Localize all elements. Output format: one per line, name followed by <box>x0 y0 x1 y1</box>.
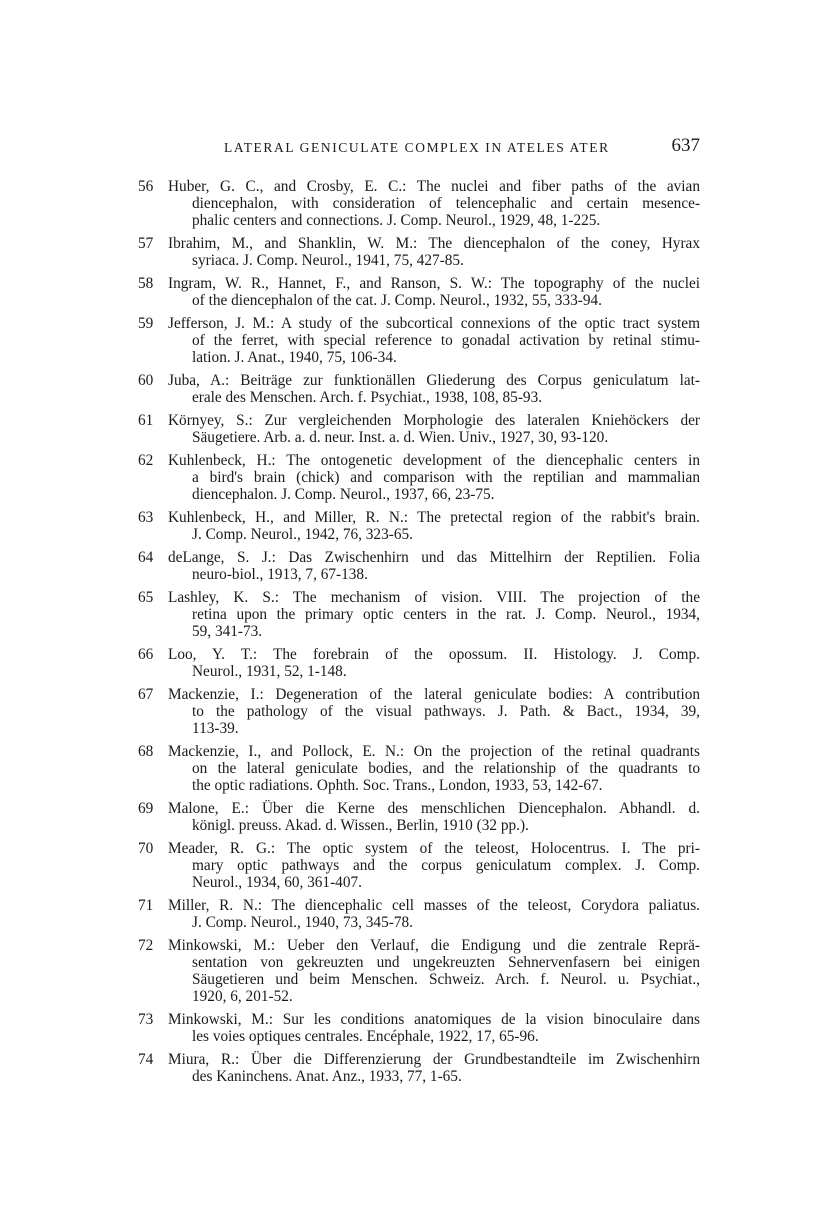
running-title: LATERAL GENICULATE COMPLEX IN ATELES ATER <box>224 140 610 155</box>
reference-number: 68 <box>138 743 154 760</box>
reference-line: erale des Menschen. Arch. f. Psychiat., 1938, 108, 85-93. <box>192 389 543 406</box>
reference-entry <box>138 937 700 1005</box>
reference-line: the optic radiations. Ophth. Soc. Trans., London, 1933, 53, 142-67. <box>192 777 603 794</box>
reference-line: lation. J. Anat., 1940, 75, 106-34. <box>192 349 397 366</box>
reference-line: 1920, 6, 201-52. <box>192 988 293 1005</box>
reference-entry <box>138 315 700 366</box>
reference-line: J. Comp. Neurol., 1942, 76, 323-65. <box>192 526 413 543</box>
reference-entry <box>138 1011 700 1045</box>
reference-line: diencephalon, with consideration of telencephalic and certain mesence- <box>192 195 700 212</box>
reference-entry <box>138 589 700 640</box>
reference-number: 66 <box>138 646 154 663</box>
reference-entry <box>138 897 700 931</box>
reference-number: 61 <box>138 412 154 429</box>
reference-line: les voies optiques centrales. Encéphale, 1922, 17, 65-96. <box>192 1028 539 1045</box>
reference-number: 65 <box>138 589 154 606</box>
reference-line: Miura, R.: Über die Differenzierung der Grundbestandteile im Zwischenhirn <box>168 1051 700 1068</box>
reference-number: 57 <box>138 235 154 252</box>
reference-entry <box>138 646 700 680</box>
reference-entry <box>138 275 700 309</box>
reference-number: 67 <box>138 686 154 703</box>
reference-number: 74 <box>138 1051 154 1068</box>
reference-line: Neurol., 1934, 60, 361-407. <box>192 874 362 891</box>
reference-line: Kuhlenbeck, H., and Miller, R. N.: The pretectal region of the rabbit's brain. <box>168 509 700 526</box>
reference-entry <box>138 178 700 229</box>
reference-line: Neurol., 1931, 52, 1-148. <box>192 663 347 680</box>
reference-number: 63 <box>138 509 154 526</box>
reference-line: Minkowski, M.: Ueber den Verlauf, die Endigung und die zentrale Reprä- <box>168 937 700 954</box>
reference-line: Miller, R. N.: The diencephalic cell masses of the teleost, Corydora paliatus. <box>168 897 700 914</box>
reference-line: neuro-biol., 1913, 7, 67-138. <box>192 566 368 583</box>
reference-line: sentation von gekreuzten und ungekreuzten Sehnervenfasern bei einigen <box>192 954 700 971</box>
reference-entry <box>138 372 700 406</box>
reference-line: 113-39. <box>192 720 239 737</box>
reference-line: Mackenzie, I., and Pollock, E. N.: On the projection of the retinal quadrants <box>168 743 700 760</box>
reference-line: 59, 341-73. <box>192 623 263 640</box>
reference-line: Huber, G. C., and Crosby, E. C.: The nuclei and fiber paths of the avian <box>168 178 700 195</box>
reference-line: Meader, R. G.: The optic system of the teleost, Holocentrus. I. The pri- <box>168 840 700 857</box>
reference-number: 59 <box>138 315 154 332</box>
reference-line: Lashley, K. S.: The mechanism of vision. VIII. The projection of the <box>168 589 700 606</box>
reference-entry <box>138 509 700 543</box>
reference-line: Säugetiere. Arb. a. d. neur. Inst. a. d. Wien. Univ., 1927, 30, 93-120. <box>192 429 609 446</box>
reference-line: Jefferson, J. M.: A study of the subcortical connexions of the optic tract system <box>168 315 700 332</box>
reference-number: 62 <box>138 452 154 469</box>
reference-number: 71 <box>138 897 154 914</box>
reference-entry <box>138 412 700 446</box>
reference-number: 69 <box>138 800 154 817</box>
reference-entry <box>138 743 700 794</box>
reference-line: Ingram, W. R., Hannet, F., and Ranson, S. W.: The topography of the nuclei <box>168 275 700 292</box>
reference-line: Loo, Y. T.: The forebrain of the opossum. II. Histology. J. Comp. <box>168 646 700 663</box>
reference-entry <box>138 549 700 583</box>
reference-line: Környey, S.: Zur vergleichenden Morphologie des lateralen Kniehöckers der <box>168 412 700 429</box>
reference-line: mary optic pathways and the corpus geniculatum complex. J. Comp. <box>192 857 700 874</box>
reference-number: 64 <box>138 549 154 566</box>
reference-number: 56 <box>138 178 154 195</box>
reference-line: J. Comp. Neurol., 1940, 73, 345-78. <box>192 914 413 931</box>
reference-entry <box>138 800 700 834</box>
reference-entry <box>138 452 700 503</box>
reference-line: königl. preuss. Akad. d. Wissen., Berlin, 1910 (32 pp.). <box>192 817 529 834</box>
reference-line: Juba, A.: Beiträge zur funktionällen Gliederung des Corpus geniculatum lat- <box>168 372 700 389</box>
reference-line: Säugetieren und beim Menschen. Schweiz. Arch. f. Neurol. u. Psychiat., <box>192 971 700 988</box>
reference-line: retina upon the primary optic centers in the rat. J. Comp. Neurol., 1934, <box>192 606 700 623</box>
reference-number: 72 <box>138 937 154 954</box>
reference-line: syriaca. J. Comp. Neurol., 1941, 75, 427-85. <box>192 252 464 269</box>
reference-line: Mackenzie, I.: Degeneration of the lateral geniculate bodies: A contribution <box>168 686 700 703</box>
page-header <box>224 135 700 162</box>
page-number: 637 <box>671 135 700 156</box>
reference-line: on the lateral geniculate bodies, and the relationship of the quadrants to <box>192 760 700 777</box>
reference-number: 73 <box>138 1011 154 1028</box>
reference-entry <box>138 235 700 269</box>
reference-line: a bird's brain (chick) and comparison with the reptilian and mammalian <box>192 469 700 486</box>
reference-line: of the ferret, with special reference to gonadal activation by retinal stimu- <box>192 332 700 349</box>
reference-line: Ibrahim, M., and Shanklin, W. M.: The diencephalon of the coney, Hyrax <box>168 235 700 252</box>
reference-line: Kuhlenbeck, H.: The ontogenetic development of the diencephalic centers in <box>168 452 700 469</box>
reference-line: diencephalon. J. Comp. Neurol., 1937, 66, 23-75. <box>192 486 495 503</box>
reference-line: Minkowski, M.: Sur les conditions anatomiques de la vision binoculaire dans <box>168 1011 700 1028</box>
reference-entry <box>138 840 700 891</box>
reference-entry <box>138 1051 700 1085</box>
reference-number: 60 <box>138 372 154 389</box>
reference-number: 58 <box>138 275 154 292</box>
reference-line: Malone, E.: Über die Kerne des menschlichen Diencephalon. Abhandl. d. <box>168 800 700 817</box>
reference-line: to the pathology of the visual pathways. J. Path. & Bact., 1934, 39, <box>192 703 700 720</box>
reference-line: des Kaninchens. Anat. Anz., 1933, 77, 1-65. <box>192 1068 462 1085</box>
reference-entry <box>138 686 700 737</box>
reference-line: of the diencephalon of the cat. J. Comp. Neurol., 1932, 55, 333-94. <box>192 292 602 309</box>
reference-list <box>138 178 700 1091</box>
reference-line: deLange, S. J.: Das Zwischenhirn und das Mittelhirn der Reptilien. Folia <box>168 549 700 566</box>
reference-number: 70 <box>138 840 154 857</box>
reference-line: phalic centers and connections. J. Comp. Neurol., 1929, 48, 1-225. <box>192 212 601 229</box>
